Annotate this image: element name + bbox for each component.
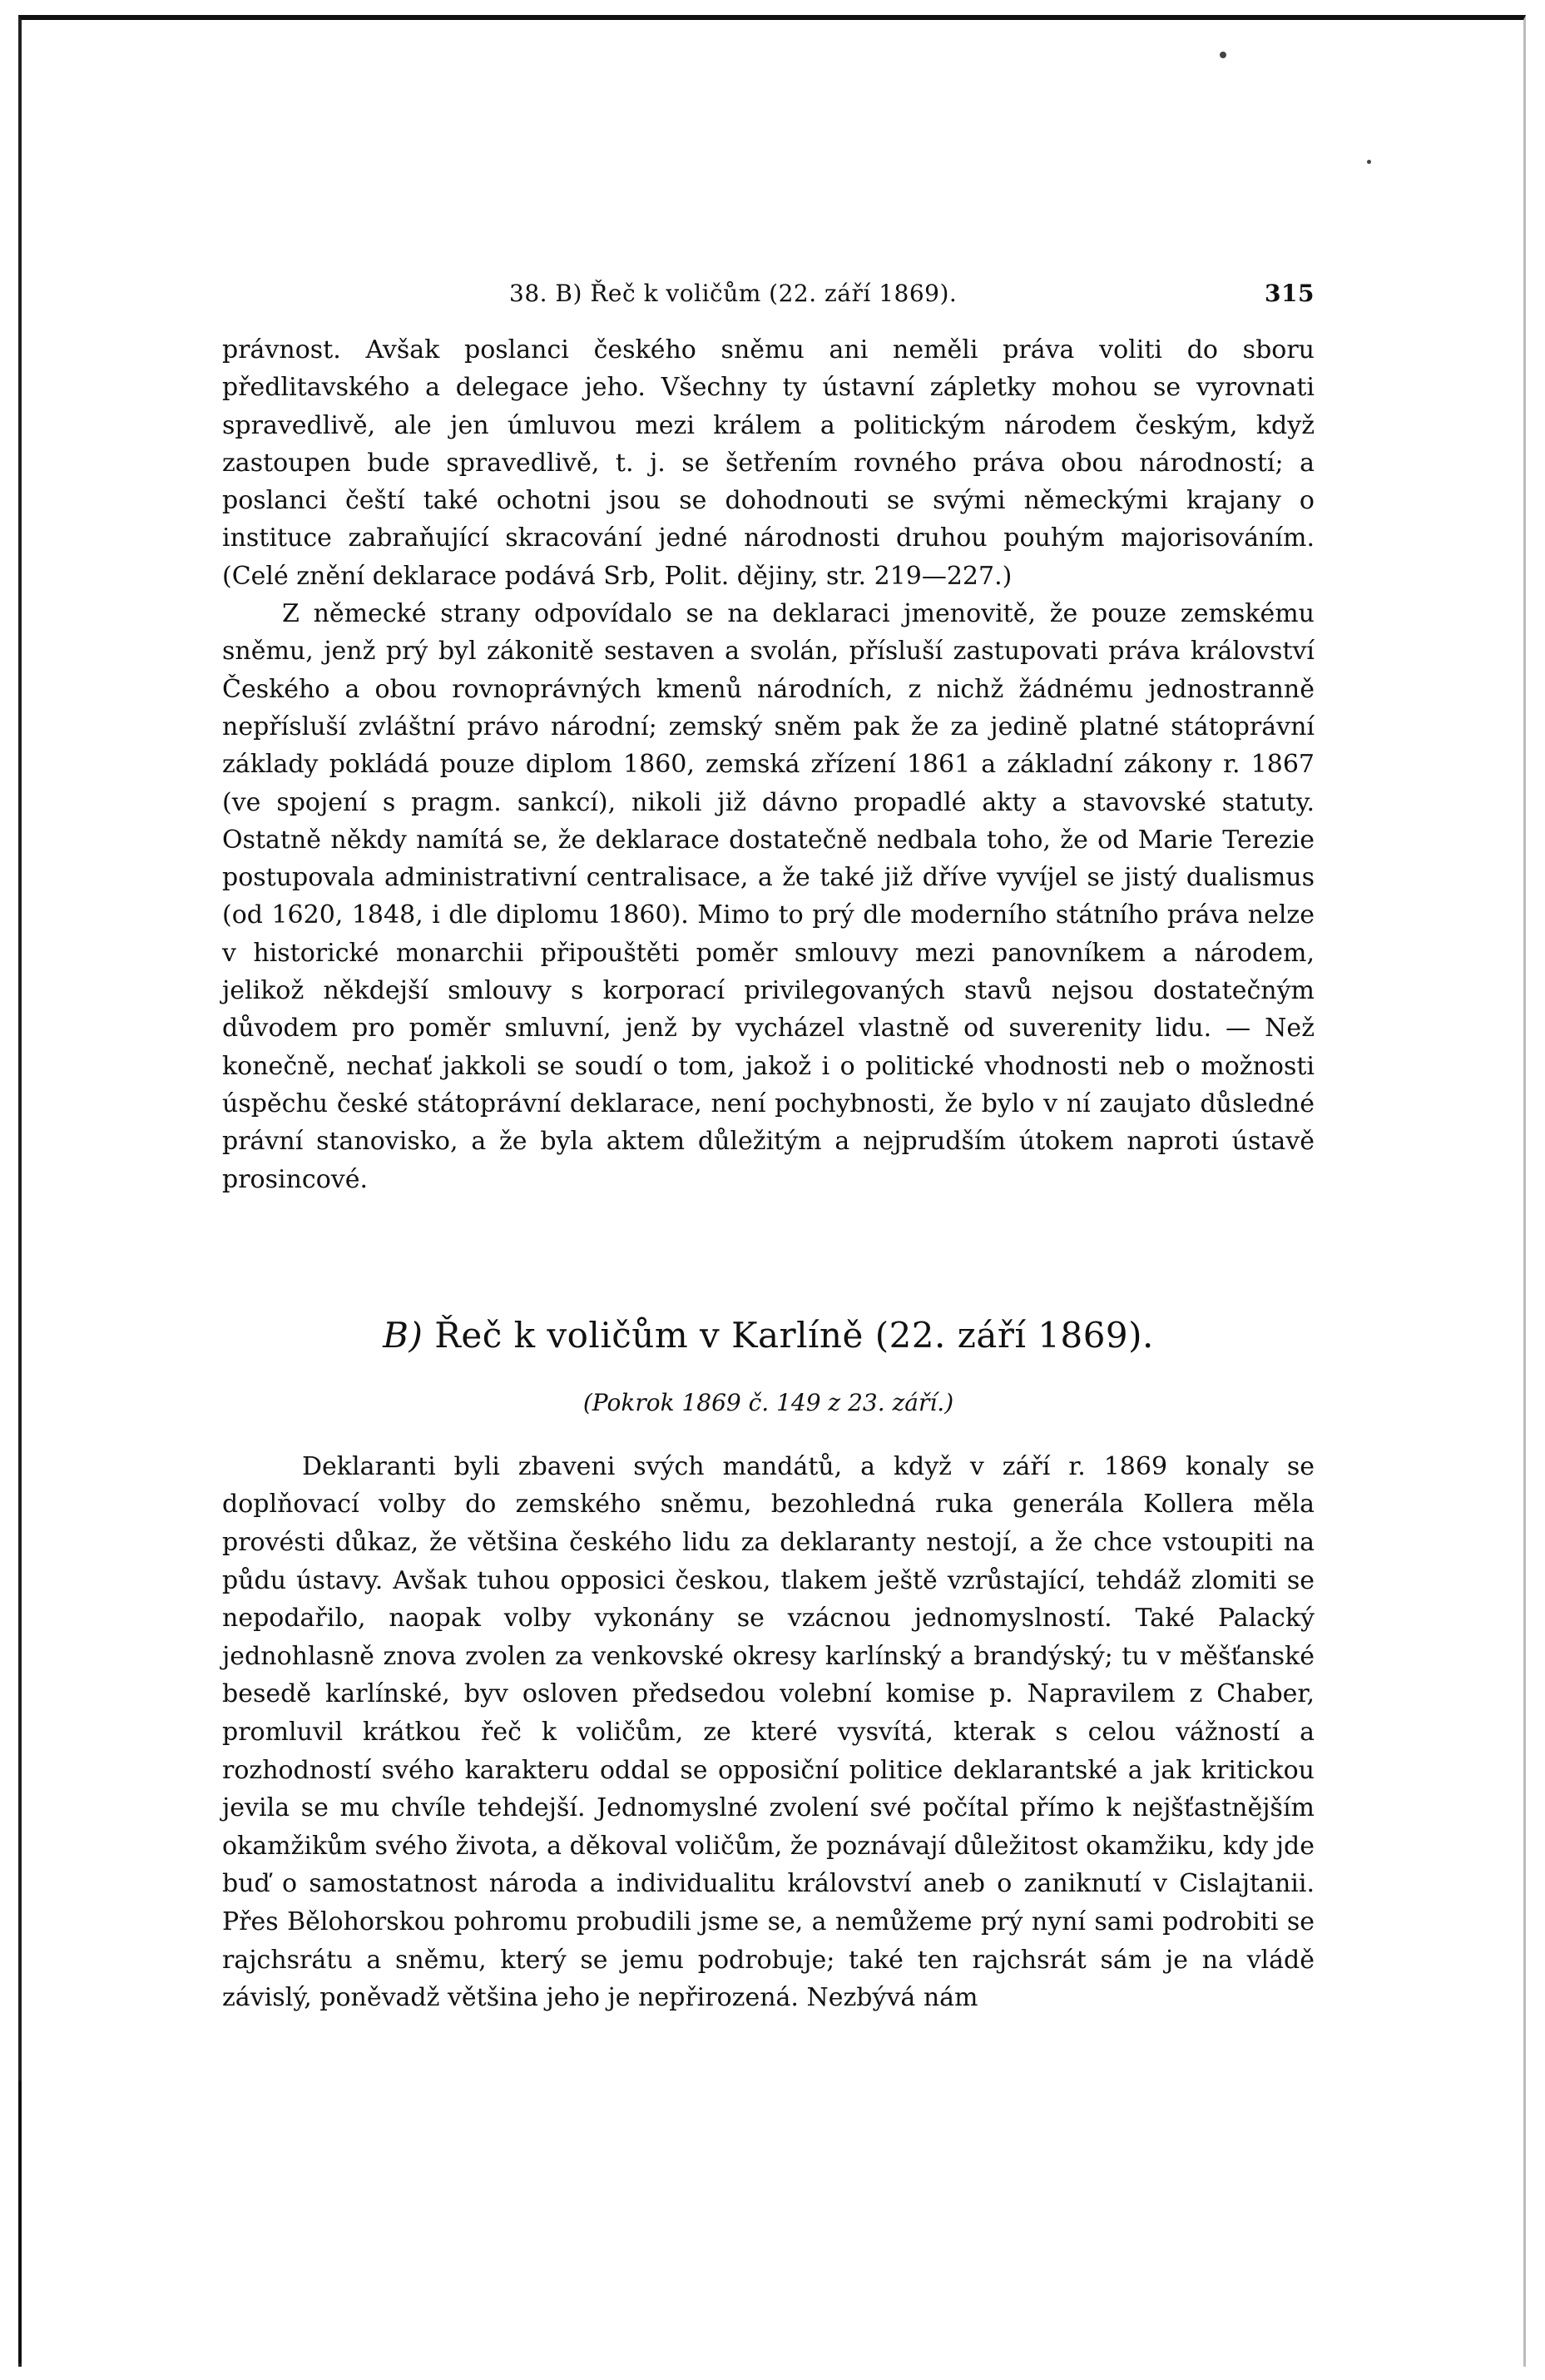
paragraph: právnost. Avšak poslanci českého sněmu ani neměli práva voliti do sboru předlitavského a delegace jeho. Všechny ty ústavní zápletky mohou se vyrovnati spravedlivě, ale jen úmluvou mezi králem a politickým národem českým, když zastoupen bude spravedlivě, t. j. se šetřením rovného práva obou národností; a poslanci čeští také ochotni jsou se dohodnouti se svými německými krajany o instituce zabraňující skracování jedné národnosti druhou pouhým majorisováním. (Celé znění deklarace podává Srb, Polit. dějiny, str. 219—227.) xyxy=(222,335,1315,591)
running-title: 38. B) Řeč k voličům (22. září 1869). xyxy=(509,280,958,307)
source-citation: (Pokrok 1869 č. 149 z 23. září.) xyxy=(582,1388,954,1416)
intro-text xyxy=(222,331,1315,1198)
speck xyxy=(1367,160,1371,164)
section-heading xyxy=(222,1315,1315,1356)
section-title: Řeč k voličům v Karlíně (22. září 1869). xyxy=(434,1314,1154,1356)
page-number: 315 xyxy=(1265,280,1315,307)
speck xyxy=(1220,52,1226,58)
running-header xyxy=(222,266,1315,316)
paragraph: Z německé strany odpovídalo se na deklaraci jmenovitě, že pouze zemskému sněmu, jenž prý byl zákonitě sestaven a svolán, přísluší zastupovati práva království Českého a obou rovnoprávných kmenů národních, z nichž žádnému jednostranně nepřísluší zvláštní právo národní; zemský sněm pak že za jedině platné státoprávní základy pokládá pouze diplom 1860, zemská zřízení 1861 a základní zákony r. 1867 (ve spojení s pragm. sankcí), nikoli již dávno propadlé akty a stavovské statuty. Ostatně někdy namítá se, že deklarace dostatečně nedbala toho, že od Marie Terezie postupovala administrativní centralisace, a že také již dříve vyvíjel se jistý dualismus (od 1620, 1848, i dle diplomu 1860). Mimo to prý dle moderního státního práva nelze v historické monarchii připouštěti poměr smlouvy mezi panovníkem a národem, jelikož někdejší smlouvy s korporací privilegovaných stavů nejsou dostatečným důvodem pro poměr smluvní, jenž by vycházel vlastně od suverenity lidu. — Než konečně, nechať jakkoli se soudí o tom, jakož i o politické vhodnosti neb o možnosti úspěchu české státoprávní deklarace, není pochybnosti, že bylo v ní zaujato důsledné právní stanovisko, a že byla aktem důležitým a nejprudším útokem naproti ústavě prosincové. xyxy=(222,599,1315,1194)
binding-edge xyxy=(18,2080,22,2363)
section-letter: B) xyxy=(383,1314,423,1356)
book-page xyxy=(222,266,1315,2017)
paragraph: Deklaranti byli zbaveni svých mandátů, a když v září r. 1869 konaly se doplňovací volby do zemského sněmu, bezohledná ruka generála Kollera měla provésti důkaz, že většina českého lidu za deklaranty nestojí, a že chce vstoupiti na půdu ústavy. Avšak tuhou opposici českou, tlakem ještě vzrůstající, tehdáž zlomiti se nepodařilo, naopak volby vykonány se vzácnou jednomyslností. Také Palacký jednohlasně znova zvolen za venkovské okresy karlínský a brandýský; tu v měšťanské besedě karlínské, byv osloven předsedou volební komise p. Napravilem z Chaber, promluvil krátkou řeč k voličům, ze které vysvítá, kterak s celou vážností a rozhodností svého karakteru oddal se opposiční politice deklarantské a jak kritickou jevila se mu chvíle tehdejší. Jednomyslné zvolení své počítal přímo k nejšťastnějším okamžikům svého života, a děkoval voličům, že poznávají důležitost okamžiku, kdy jde buď o samostatnost národa a individualitu království aneb o zaniknutí v Cislajtanii. Přes Bělohorskou pohromu probudili jsme se, a nemůžeme prý nyní sami podrobiti se rajchsrátu a sněmu, který se jemu podrobuje; také ten rajchsrát sám je na vládě závislý, poněvadž většina jeho je nepřirozená. Nezbývá nám xyxy=(222,1451,1315,2013)
section-text xyxy=(222,1448,1315,2017)
